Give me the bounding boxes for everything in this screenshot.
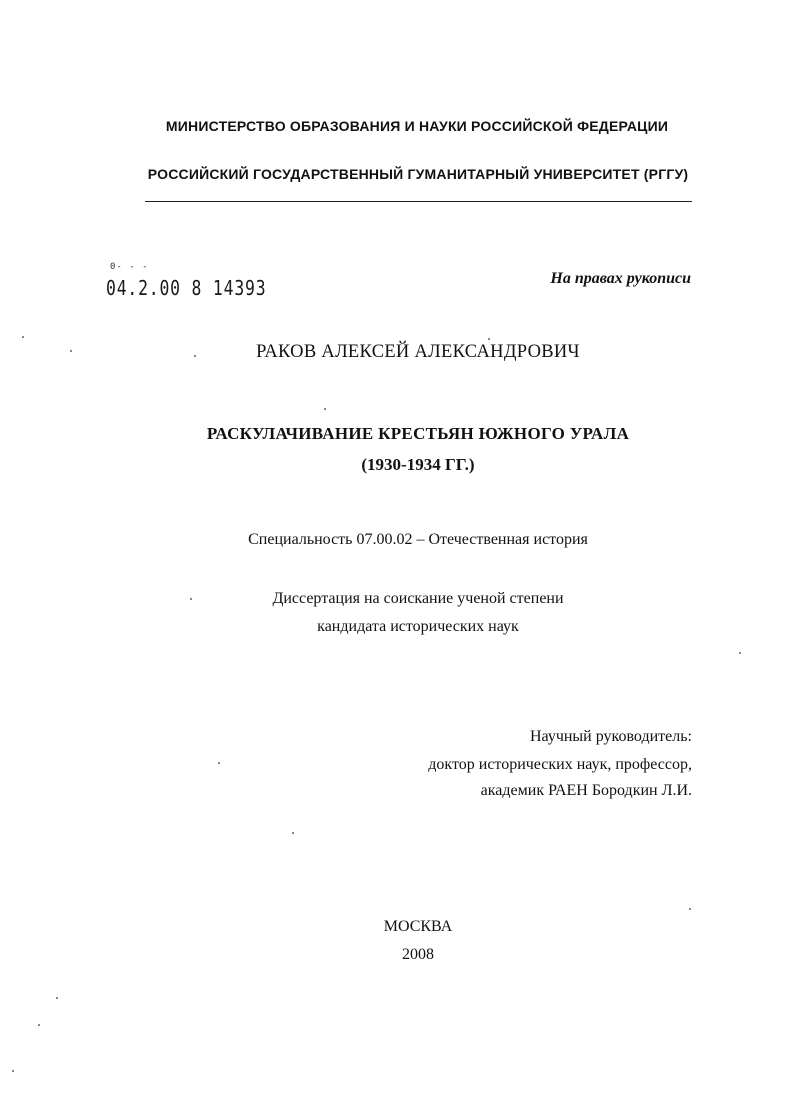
scan-speck	[70, 350, 72, 352]
dissertation-title: РАСКУЛАЧИВАНИЕ КРЕСТЬЯН ЮЖНОГО УРАЛА	[206, 424, 630, 443]
scan-speck	[22, 336, 24, 338]
degree-line-2: кандидата исторических наук	[317, 618, 519, 635]
year: 2008	[402, 946, 434, 963]
rights-notice: На правах рукописи	[550, 270, 691, 287]
supervisor-degree: доктор исторических наук, профессор,	[428, 756, 692, 773]
university-heading: РОССИЙСКИЙ ГОСУДАРСТВЕННЫЙ ГУМАНИТАРНЫЙ УНИВЕРСИТЕТ (РГГУ)	[147, 166, 689, 182]
stamp-marks: 0- - -	[110, 262, 149, 272]
scan-speck	[38, 1024, 40, 1026]
scan-speck	[190, 598, 192, 600]
author-name: РАКОВ АЛЕКСЕЙ АЛЕКСАНДРОВИЧ	[256, 342, 580, 362]
scan-speck	[218, 762, 220, 764]
dissertation-title-years: (1930-1934 ГГ.)	[361, 455, 475, 474]
scan-speck	[56, 997, 58, 999]
supervisor-name: академик РАЕН Бородкин Л.И.	[480, 782, 692, 799]
specialty-line: Специальность 07.00.02 – Отечественная история	[248, 531, 588, 548]
scan-speck	[689, 908, 691, 910]
scan-speck	[194, 355, 196, 357]
city: МОСКВА	[383, 918, 453, 935]
scan-speck	[292, 832, 294, 834]
header-divider	[145, 201, 692, 202]
scan-speck	[739, 652, 741, 654]
scan-speck	[324, 408, 326, 410]
supervisor-label: Научный руководитель:	[529, 728, 692, 745]
scan-speck	[488, 338, 490, 340]
degree-line-1: Диссертация на соискание ученой степени	[272, 590, 564, 607]
ministry-heading: МИНИСТЕРСТВО ОБРАЗОВАНИЯ И НАУКИ РОССИЙСКОЙ ФЕДЕРАЦИИ	[165, 118, 669, 134]
registration-stamp-number: 04.2.00 8 14393	[106, 276, 267, 300]
scan-speck	[12, 1070, 14, 1072]
